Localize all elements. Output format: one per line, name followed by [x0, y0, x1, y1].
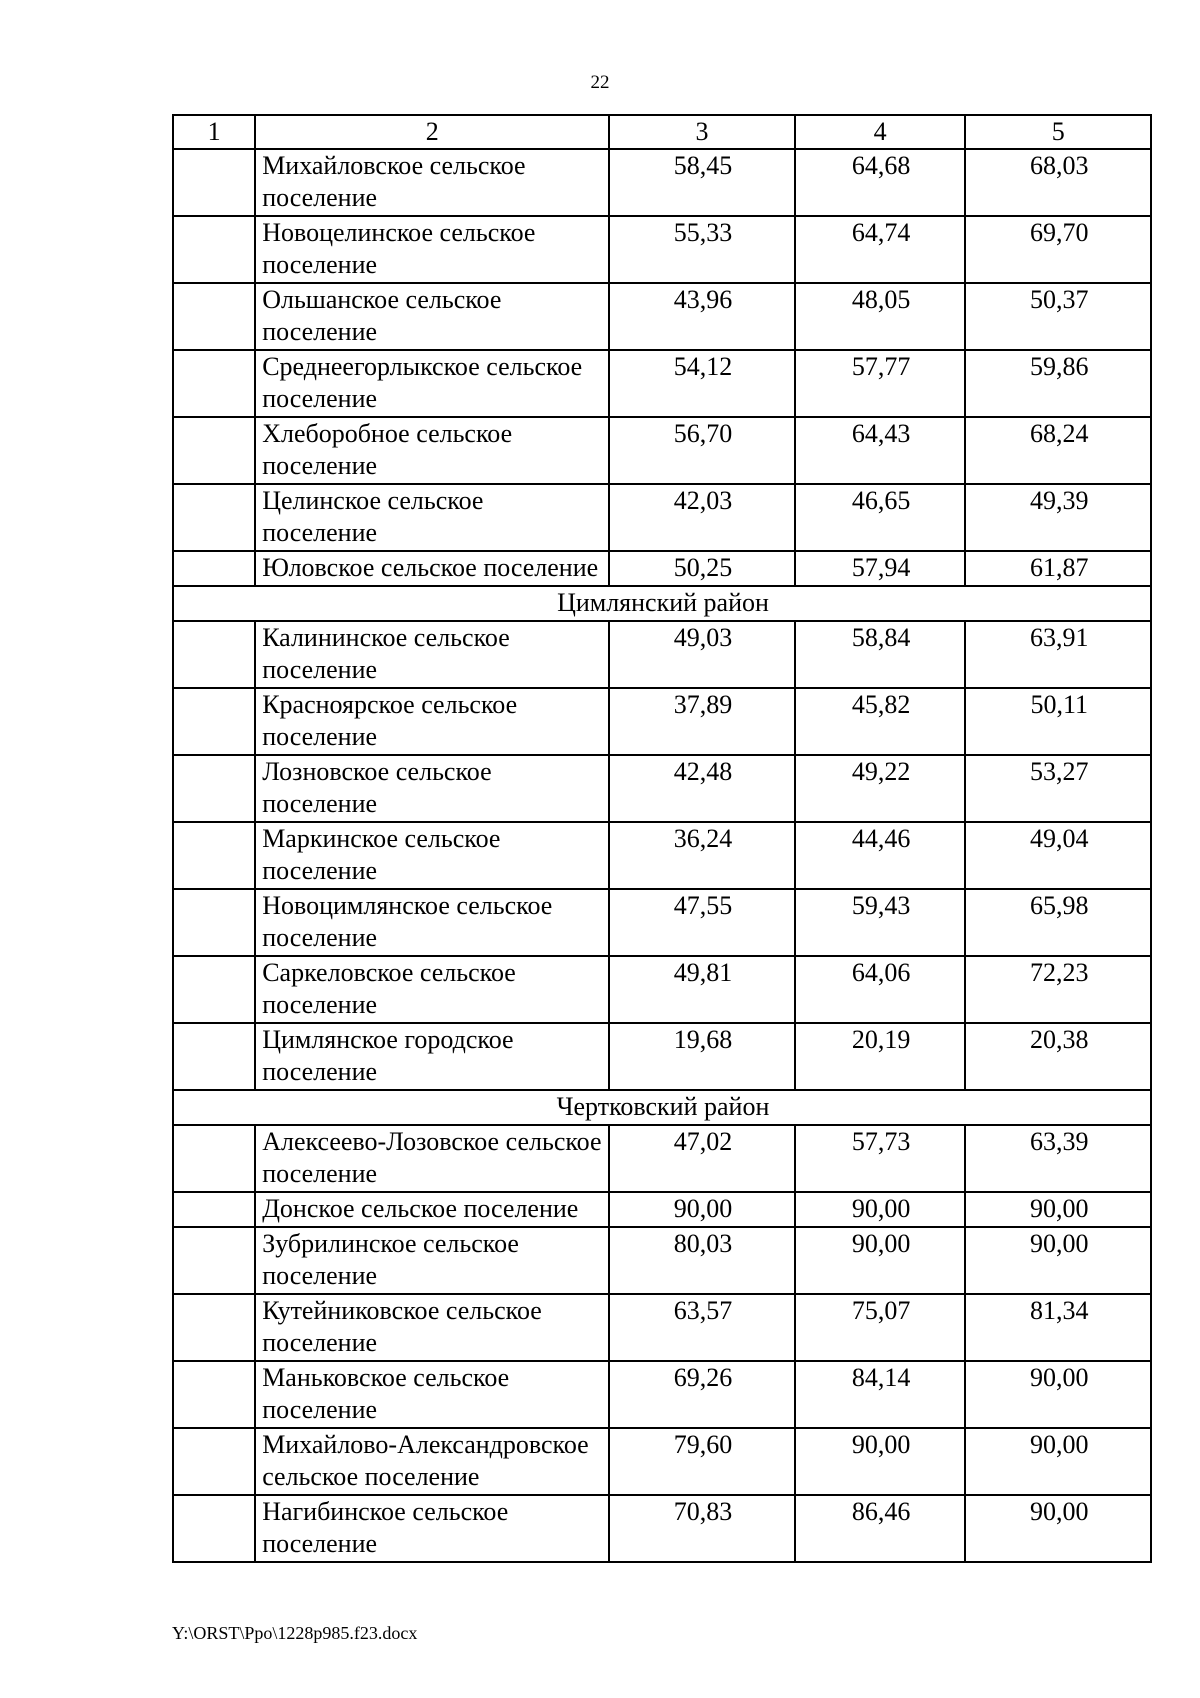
- header-cell-2: 2: [255, 115, 609, 149]
- value-col3: 49,81: [609, 956, 794, 1023]
- value-col4: 57,94: [795, 551, 966, 586]
- table-row: [173, 1294, 1151, 1361]
- value-col3: 69,26: [609, 1361, 794, 1428]
- value-col3: 58,45: [609, 149, 794, 216]
- table-row: [173, 350, 1151, 417]
- table-row: [173, 1227, 1151, 1294]
- table-row: [173, 283, 1151, 350]
- settlement-name: Алексеево-Лозовское сельское поселение: [255, 1125, 609, 1192]
- value-col5: 63,91: [965, 621, 1151, 688]
- value-col4: 59,43: [795, 889, 966, 956]
- value-col3: 56,70: [609, 417, 794, 484]
- value-col4: 20,19: [795, 1023, 966, 1090]
- value-col4: 90,00: [795, 1227, 966, 1294]
- table-row: [173, 551, 1151, 586]
- table-row: [173, 755, 1151, 822]
- value-col4: 49,22: [795, 755, 966, 822]
- row-number-cell: [173, 551, 255, 586]
- table-row: [173, 1023, 1151, 1090]
- table-row: [173, 216, 1151, 283]
- value-col3: 47,02: [609, 1125, 794, 1192]
- value-col5: 50,37: [965, 283, 1151, 350]
- value-col3: 55,33: [609, 216, 794, 283]
- row-number-cell: [173, 1192, 255, 1227]
- settlement-name: Целинское сельское поселение: [255, 484, 609, 551]
- row-number-cell: [173, 216, 255, 283]
- value-col3: 50,25: [609, 551, 794, 586]
- value-col5: 61,87: [965, 551, 1151, 586]
- value-col4: 64,06: [795, 956, 966, 1023]
- table-header-row: [173, 115, 1151, 149]
- table-row: [173, 1361, 1151, 1428]
- page-number: 22: [590, 72, 610, 93]
- settlement-name: Саркеловское сельское поселение: [255, 956, 609, 1023]
- row-number-cell: [173, 1125, 255, 1192]
- row-number-cell: [173, 1023, 255, 1090]
- settlement-name: Михайловское сельское поселение: [255, 149, 609, 216]
- header-cell-5: 5: [965, 115, 1151, 149]
- row-number-cell: [173, 149, 255, 216]
- value-col4: 46,65: [795, 484, 966, 551]
- value-col4: 90,00: [795, 1192, 966, 1227]
- table-row: [173, 1428, 1151, 1495]
- value-col4: 48,05: [795, 283, 966, 350]
- row-number-cell: [173, 688, 255, 755]
- value-col4: 57,73: [795, 1125, 966, 1192]
- value-col3: 80,03: [609, 1227, 794, 1294]
- value-col5: 65,98: [965, 889, 1151, 956]
- table-row: [173, 149, 1151, 216]
- table-row: [173, 822, 1151, 889]
- settlement-name: Донское сельское поселение: [255, 1192, 609, 1227]
- value-col5: 20,38: [965, 1023, 1151, 1090]
- settlement-name: Ольшанское сельское поселение: [255, 283, 609, 350]
- table-row: [173, 417, 1151, 484]
- table-row: [173, 1125, 1151, 1192]
- value-col3: 49,03: [609, 621, 794, 688]
- value-col5: 50,11: [965, 688, 1151, 755]
- row-number-cell: [173, 417, 255, 484]
- settlement-name: Калининское сельское поселение: [255, 621, 609, 688]
- header-cell-4: 4: [795, 115, 966, 149]
- value-col4: 64,43: [795, 417, 966, 484]
- row-number-cell: [173, 755, 255, 822]
- settlement-name: Лозновское сельское поселение: [255, 755, 609, 822]
- row-number-cell: [173, 484, 255, 551]
- header-cell-3: 3: [609, 115, 794, 149]
- value-col3: 70,83: [609, 1495, 794, 1562]
- settlement-name: Кутейниковское сельское поселение: [255, 1294, 609, 1361]
- settlement-name: Новоцелинское сельское поселение: [255, 216, 609, 283]
- row-number-cell: [173, 283, 255, 350]
- value-col5: 59,86: [965, 350, 1151, 417]
- value-col4: 44,46: [795, 822, 966, 889]
- value-col3: 42,03: [609, 484, 794, 551]
- settlement-name: Маркинское сельское поселение: [255, 822, 609, 889]
- row-number-cell: [173, 1428, 255, 1495]
- value-col5: 90,00: [965, 1227, 1151, 1294]
- value-col5: 68,03: [965, 149, 1151, 216]
- settlement-name: Среднеегорлыкское сельское поселение: [255, 350, 609, 417]
- value-col4: 58,84: [795, 621, 966, 688]
- value-col3: 43,96: [609, 283, 794, 350]
- value-col5: 90,00: [965, 1428, 1151, 1495]
- row-number-cell: [173, 1227, 255, 1294]
- value-col3: 19,68: [609, 1023, 794, 1090]
- table-row: [173, 688, 1151, 755]
- table-row: [173, 1495, 1151, 1562]
- row-number-cell: [173, 822, 255, 889]
- table-row: [173, 956, 1151, 1023]
- row-number-cell: [173, 889, 255, 956]
- settlement-name: Юловское сельское поселение: [255, 551, 609, 586]
- settlement-name: Михайлово-Александровское сельское поселение: [255, 1428, 609, 1495]
- settlement-name: Красноярское сельское поселение: [255, 688, 609, 755]
- value-col3: 42,48: [609, 755, 794, 822]
- value-col5: 69,70: [965, 216, 1151, 283]
- value-col3: 63,57: [609, 1294, 794, 1361]
- value-col4: 64,68: [795, 149, 966, 216]
- value-col5: 72,23: [965, 956, 1151, 1023]
- settlement-name: Цимлянское городское поселение: [255, 1023, 609, 1090]
- district-name: Цимлянский район: [173, 586, 1151, 621]
- value-col3: 36,24: [609, 822, 794, 889]
- value-col3: 37,89: [609, 688, 794, 755]
- value-col5: 90,00: [965, 1361, 1151, 1428]
- value-col5: 63,39: [965, 1125, 1151, 1192]
- file-path-footer: Y:\ORST\Ppo\1228p985.f23.docx: [172, 1623, 418, 1643]
- value-col5: 53,27: [965, 755, 1151, 822]
- row-number-cell: [173, 1495, 255, 1562]
- table-row: [173, 484, 1151, 551]
- header-cell-1: 1: [173, 115, 255, 149]
- value-col5: 90,00: [965, 1495, 1151, 1562]
- settlement-name: Зубрилинское сельское поселение: [255, 1227, 609, 1294]
- district-row: [173, 586, 1151, 621]
- settlement-name: Хлеборобное сельское поселение: [255, 417, 609, 484]
- table-row: [173, 1192, 1151, 1227]
- value-col5: 49,04: [965, 822, 1151, 889]
- settlement-name: Нагибинское сельское поселение: [255, 1495, 609, 1562]
- value-col5: 81,34: [965, 1294, 1151, 1361]
- row-number-cell: [173, 350, 255, 417]
- row-number-cell: [173, 621, 255, 688]
- table-row: [173, 621, 1151, 688]
- value-col3: 47,55: [609, 889, 794, 956]
- district-name: Чертковский район: [173, 1090, 1151, 1125]
- value-col4: 75,07: [795, 1294, 966, 1361]
- settlements-table: [172, 114, 1152, 1563]
- settlement-name: Новоцимлянское сельское поселение: [255, 889, 609, 956]
- value-col4: 90,00: [795, 1428, 966, 1495]
- value-col3: 79,60: [609, 1428, 794, 1495]
- value-col5: 68,24: [965, 417, 1151, 484]
- value-col3: 90,00: [609, 1192, 794, 1227]
- row-number-cell: [173, 956, 255, 1023]
- value-col3: 54,12: [609, 350, 794, 417]
- settlement-name: Маньковское сельское поселение: [255, 1361, 609, 1428]
- value-col4: 84,14: [795, 1361, 966, 1428]
- value-col5: 90,00: [965, 1192, 1151, 1227]
- value-col4: 45,82: [795, 688, 966, 755]
- row-number-cell: [173, 1294, 255, 1361]
- value-col4: 86,46: [795, 1495, 966, 1562]
- row-number-cell: [173, 1361, 255, 1428]
- table-row: [173, 889, 1151, 956]
- value-col4: 64,74: [795, 216, 966, 283]
- value-col4: 57,77: [795, 350, 966, 417]
- district-row: [173, 1090, 1151, 1125]
- value-col5: 49,39: [965, 484, 1151, 551]
